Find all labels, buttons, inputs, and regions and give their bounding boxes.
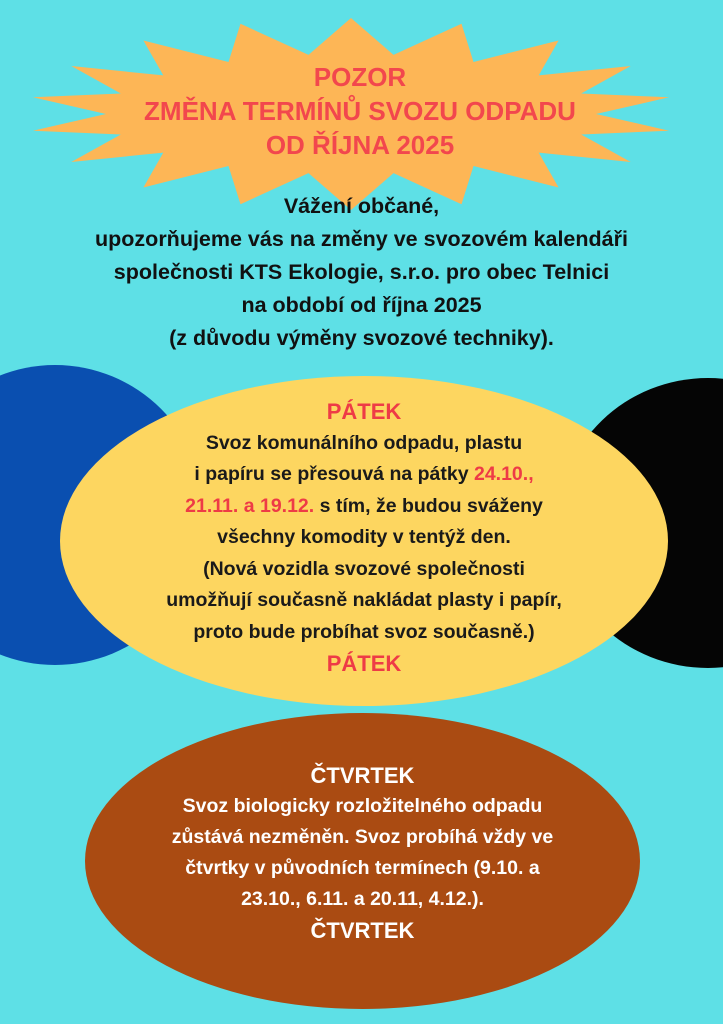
headline-line-1: POZOR xyxy=(313,62,407,92)
friday-line-1: Svoz komunálního odpadu, plastu xyxy=(205,431,523,454)
greeting: Vážení občané, xyxy=(283,194,440,218)
thursday-line-3 xyxy=(85,853,640,884)
friday-line-7: proto bude probíhat svoz současně.) xyxy=(193,620,535,643)
headline xyxy=(100,60,620,162)
intro-line-3: společnosti KTS Ekologie, s.r.o. pro obec Telnici xyxy=(113,260,610,284)
friday-section xyxy=(60,396,668,680)
thursday-heading-bottom: ČTVRTEK xyxy=(310,918,415,943)
friday-line-3 xyxy=(60,491,668,523)
thursday-line-1: Svoz biologicky rozložitelného odpadu xyxy=(182,795,543,817)
thursday-heading-top: ČTVRTEK xyxy=(310,763,415,788)
friday-line-6: umožňují současně nakládat plasty i papír, xyxy=(166,589,562,611)
headline-line-2: ZMĚNA TERMÍNŮ SVOZU ODPADU xyxy=(144,96,576,126)
thursday-dates-1: (9.10. a xyxy=(473,857,540,879)
thursday-section xyxy=(85,760,640,946)
intro-line-5: (z důvodu výměny svozové techniky). xyxy=(169,326,554,350)
thursday-line-2: zůstává nezměněn. Svoz probíhá vždy ve xyxy=(171,826,554,848)
friday-heading-top: PÁTEK xyxy=(326,399,402,424)
friday-heading-bottom: PÁTEK xyxy=(326,651,402,676)
headline-line-3: OD ŘÍJNA 2025 xyxy=(265,130,455,160)
friday-line-2-text: i papíru se přesouvá na pátky xyxy=(194,463,474,485)
friday-dates-2: 21.11. a 19.12. xyxy=(185,494,315,517)
friday-date-1: 24.10., xyxy=(473,463,534,485)
friday-line-2 xyxy=(60,459,668,491)
intro-line-2: upozorňujeme vás na změny ve svozovém kalendáři xyxy=(95,227,628,251)
thursday-line-3-text: čtvrtky v původních termínech xyxy=(185,857,474,879)
friday-line-5: (Nová vozidla svozové společnosti xyxy=(203,557,525,580)
thursday-line-4: 23.10., 6.11. a 20.11, 4.12.). xyxy=(241,888,484,910)
friday-line-3-text: s tím, že budou sváženy xyxy=(314,494,543,517)
intro-text xyxy=(0,190,723,355)
friday-line-4: všechny komodity v tentýž den. xyxy=(217,526,511,548)
intro-line-4: na období od října 2025 xyxy=(241,293,482,317)
